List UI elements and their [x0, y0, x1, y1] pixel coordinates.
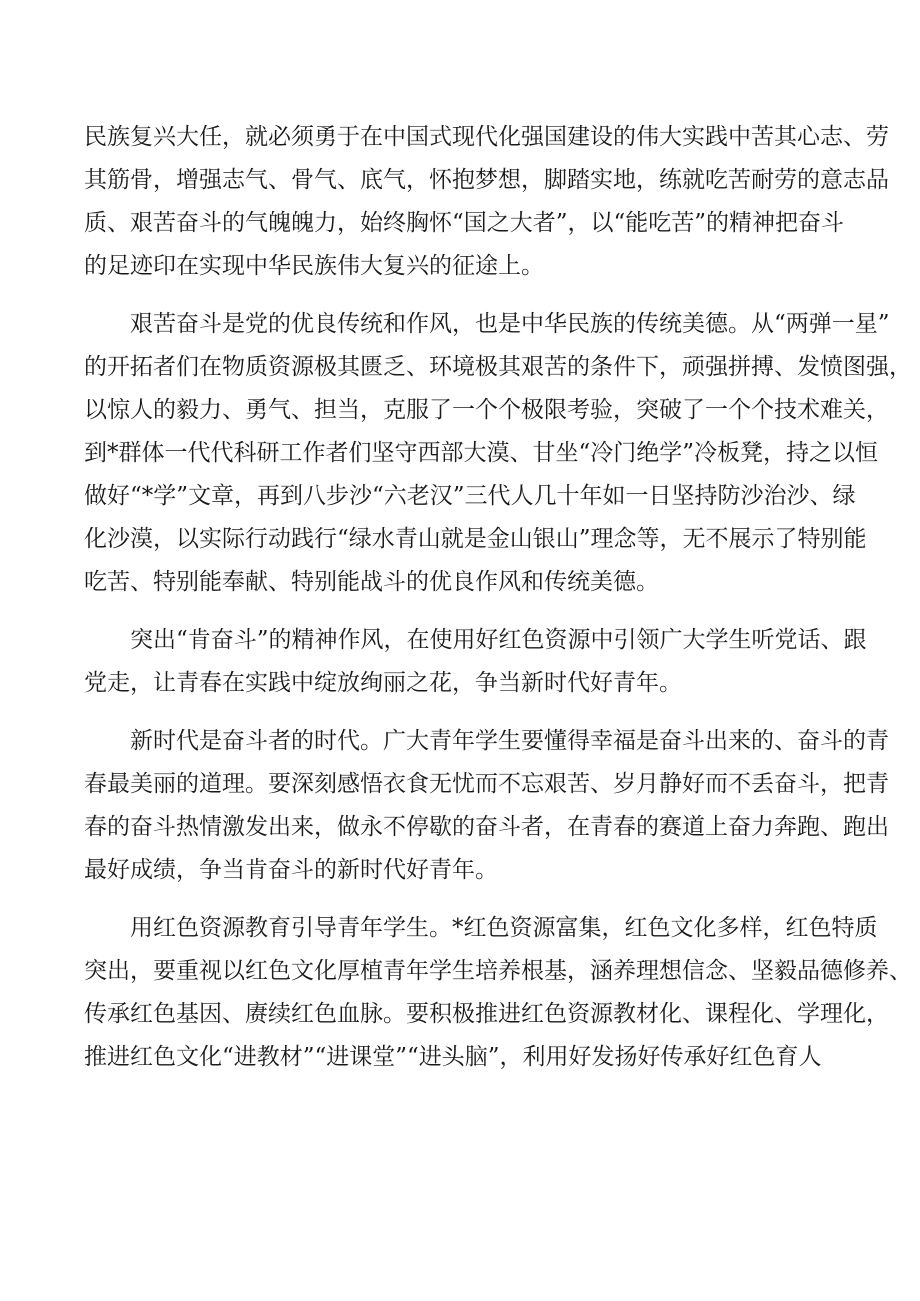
text-line: 党走，让青春在实践中绽放绚丽之花，争当新时代好青年。	[84, 670, 682, 696]
paragraph-2	[84, 303, 912, 604]
text-line: 其筋骨，增强志气、骨气、底气，怀抱梦想，脚踏实地，练就吃苦耐劳的意志品	[84, 167, 889, 193]
text-line: 最好成绩，争当肯奋斗的新时代好青年。	[84, 857, 498, 883]
text-line: 突出，要重视以红色文化厚植青年学生培养根基，涵养理想信念、坚毅品德修养、	[84, 958, 912, 984]
text-line: 到*群体一代代科研工作者们坚守西部大漠、甘坐“冷门绝学”冷板凳，持之以恒	[84, 440, 879, 466]
paragraph-4	[84, 720, 889, 892]
text-line: 突出“肯奋斗”的精神作风，在使用好红色资源中引领广大学生听党话、跟	[130, 627, 867, 653]
text-line: 春最美丽的道理。要深刻感悟衣食无忧而不忘艰苦、岁月静好而不丢奋斗，把青	[84, 771, 889, 797]
text-line: 春的奋斗热情激发出来，做永不停歇的奋斗者，在青春的赛道上奋力奔跑、跑出	[84, 814, 889, 840]
text-line: 推进红色文化“进教材”“进课堂”“进头脑”，利用好发扬好传承好红色育人	[84, 1044, 822, 1070]
text-line: 的开拓者们在物质资源极其匮乏、环境极其艰苦的条件下，顽强拼搏、发愤图强，	[84, 354, 912, 380]
text-line: 新时代是奋斗者的时代。广大青年学生要懂得幸福是奋斗出来的、奋斗的青	[130, 728, 889, 754]
text-line: 以惊人的毅力、勇气、担当，克服了一个个极限考验，突破了一个个技术难关，	[84, 397, 889, 423]
text-line: 质、艰苦奋斗的气魄魄力，始终胸怀“国之大者”，以“能吃苦”的精神把奋斗	[84, 210, 845, 236]
text-line: 的足迹印在实现中华民族伟大复兴的征途上。	[84, 253, 544, 279]
paragraph-1	[84, 116, 889, 288]
text-line: 传承红色基因、赓续红色血脉。要积极推进红色资源教材化、课程化、学理化，	[84, 1001, 889, 1027]
document-body	[84, 116, 912, 1094]
text-line: 艰苦奋斗是党的优良传统和作风，也是中华民族的传统美德。从“两弹一星”	[130, 311, 890, 337]
text-line: 民族复兴大任，就必须勇于在中国式现代化强国建设的伟大实践中苦其心志、劳	[84, 124, 889, 150]
paragraph-5	[84, 907, 912, 1079]
text-line: 吃苦、特别能奉献、特别能战斗的优良作风和传统美德。	[84, 569, 659, 595]
paragraph-3	[84, 619, 867, 705]
text-line: 做好“*学”文章，再到八步沙“六老汉”三代人几十年如一日坚持防沙治沙、绿	[84, 483, 856, 509]
text-line: 用红色资源教育引导青年学生。*红色资源富集，红色文化多样，红色特质	[130, 915, 878, 941]
text-line: 化沙漠，以实际行动践行“绿水青山就是金山银山”理念等，无不展示了特别能	[84, 526, 867, 552]
